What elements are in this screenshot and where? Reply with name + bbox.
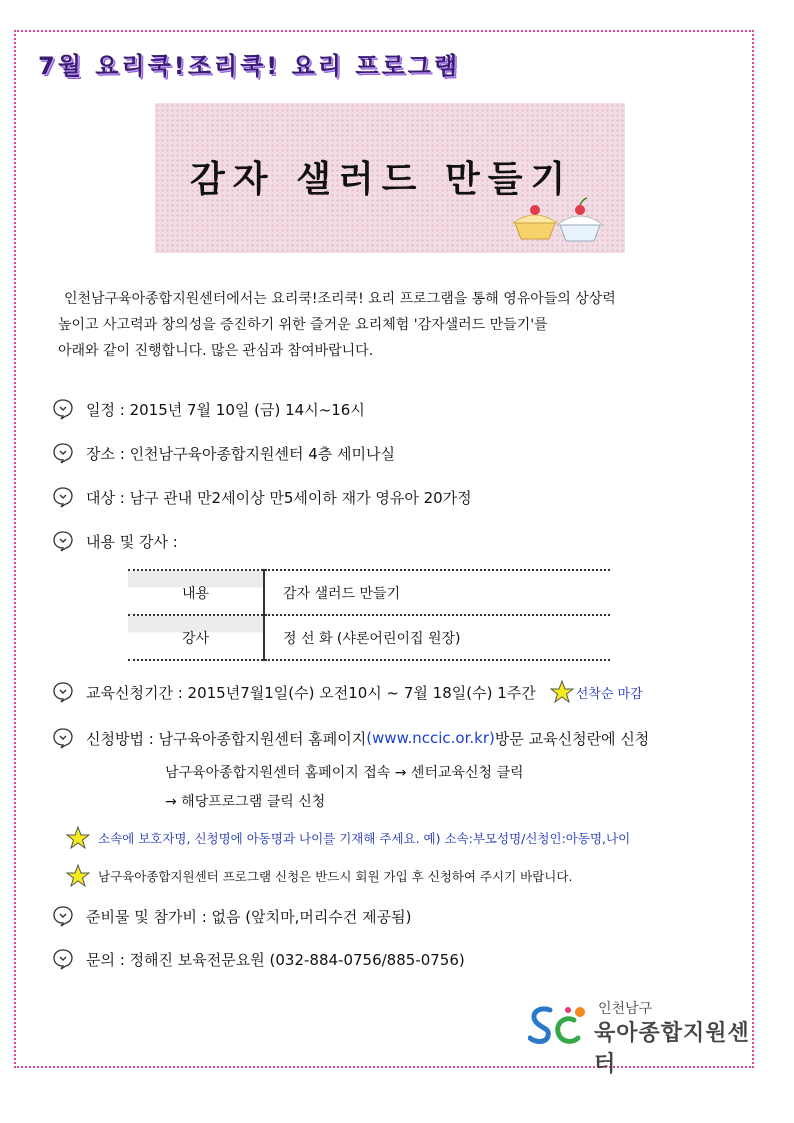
method-step-1: 남구육아종합지원센터 홈페이지 접속 → 센터교육신청 클릭: [165, 765, 524, 781]
contact-text: 문의 : 정해진 보육전문요원 (032-884-0756/885-0756): [86, 950, 465, 969]
bullet-icon: [52, 486, 74, 508]
place-text: 장소 : 인천남구육아종합지원센터 4층 세미나실: [86, 444, 395, 463]
logo-line-2: 육아종합지원센터: [594, 1021, 750, 1077]
table-value-cell: 감자 샐러드 만들기: [264, 570, 610, 615]
notice-text: 소속에 보호자명, 신청명에 아동명과 나이를 기재해 주세요. 예) 소속:부모성명/신청인:아동명,나이: [98, 831, 631, 846]
center-logo: [528, 998, 752, 1077]
content-heading-item: [52, 530, 178, 552]
bullet-icon: [52, 530, 74, 552]
cupcake-icon: [505, 195, 605, 245]
content-table: [128, 569, 610, 661]
schedule-item: [52, 398, 365, 420]
method-item: [52, 727, 649, 749]
supplies-text: 준비물 및 참가비 : 없음 (앞치마,머리수건 제공됨): [86, 907, 412, 926]
bullet-icon: [52, 442, 74, 464]
title-banner: [155, 103, 625, 253]
logo-mark-icon: [528, 1002, 590, 1048]
bullet-icon: [52, 905, 74, 927]
place-item: [52, 442, 395, 464]
target-item: [52, 486, 472, 508]
website-link[interactable]: (www.nccic.or.kr): [366, 729, 495, 747]
table-header-cell: 내용: [128, 570, 264, 615]
content-heading: 내용 및 강사 :: [86, 532, 178, 551]
bullet-icon: [52, 727, 74, 749]
notice-text: 남구육아종합지원센터 프로그램 신청은 반드시 회원 가입 후 신청하여 주시기 바랍니다.: [98, 869, 573, 884]
supplies-item: [52, 905, 411, 927]
method-prefix: 신청방법 : 남구육아종합지원센터 홈페이지: [86, 729, 367, 748]
bullet-icon: [52, 681, 74, 703]
table-header-cell: 강사: [128, 615, 264, 660]
intro-line: 아래와 같이 진행합니다. 많은 관심과 참여바랍니다.: [58, 343, 374, 359]
period-item: [52, 680, 643, 704]
star-icon: [66, 864, 90, 888]
intro-line: 인천남구육아종합지원센터에서는 요리쿡!조리쿡! 요리 프로그램을 통해 영유아들의 상상력: [64, 291, 616, 307]
table-row: [128, 570, 610, 615]
bullet-icon: [52, 398, 74, 420]
period-text: 교육신청기간 : 2015년7월1일(수) 오전10시 ~ 7월 18일(수) 1주간: [86, 683, 536, 702]
deadline-note: 선착순 마감: [575, 686, 643, 702]
target-text: 대상 : 남구 관내 만2세이상 만5세이하 재가 영유아 20가정: [86, 488, 472, 507]
program-title: 7월 요리쿡!조리쿡! 요리 프로그램: [38, 52, 461, 80]
notice-item: [66, 826, 630, 850]
table-row: [128, 615, 610, 660]
contact-item: [52, 948, 465, 970]
schedule-text: 일정 : 2015년 7월 10일 (금) 14시~16시: [86, 400, 365, 419]
bullet-icon: [52, 948, 74, 970]
notice-item: [66, 864, 572, 888]
table-value-cell: 정 선 화 (샤론어린이집 원장): [264, 615, 610, 660]
intro-line: 높이고 사고력과 창의성을 증진하기 위한 즐거운 요리체험 '감자샐러드 만들기'를: [58, 317, 548, 333]
intro-text: [58, 286, 698, 364]
star-icon: [550, 680, 574, 704]
method-step-2: → 해당프로그램 클릭 신청: [165, 794, 326, 810]
star-icon: [66, 826, 90, 850]
logo-line-1: 인천남구: [598, 1001, 653, 1017]
banner-title: 감자 샐러드 만들기: [190, 159, 574, 200]
method-suffix: 방문 교육신청란에 신청: [494, 729, 650, 748]
